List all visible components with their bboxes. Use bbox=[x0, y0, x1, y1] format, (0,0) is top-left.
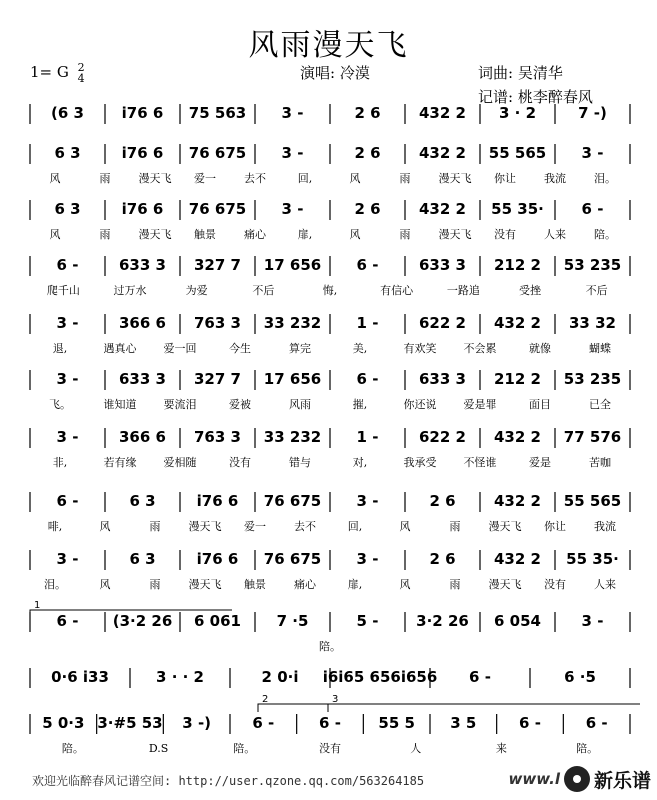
lyric-syllable: 陪。 bbox=[594, 228, 616, 241]
lyric-syllable: 漫天飞 bbox=[138, 228, 172, 241]
logo-brand-text: 新乐谱 bbox=[593, 769, 651, 792]
lyric-syllable: 过万水 bbox=[113, 284, 147, 297]
measure-notes: 6 - bbox=[56, 612, 79, 630]
measure-notes: 432 2 bbox=[419, 104, 466, 122]
measure-notes: 5 0·3 bbox=[42, 714, 85, 732]
measure-notes: 33 232 bbox=[263, 314, 322, 332]
measure-notes: 6 - bbox=[319, 714, 341, 732]
lyric-syllable: 遇真心 bbox=[103, 342, 137, 355]
measure-notes: 6 - bbox=[56, 492, 79, 510]
measure-notes: 6 - bbox=[469, 668, 491, 686]
lyric-syllable: 没有 bbox=[229, 456, 251, 469]
measure-notes: 6 3 bbox=[129, 492, 156, 510]
lyric-syllable: 漫天飞 bbox=[138, 172, 172, 185]
key-label: 1= G bbox=[30, 63, 69, 81]
measure-notes: 6 - bbox=[581, 200, 604, 218]
measure-notes: 6 - bbox=[356, 370, 379, 388]
measure-notes: 6 - bbox=[252, 714, 275, 732]
lyric-syllable: 去不 bbox=[244, 172, 266, 185]
measure-notes: 0·6 i33 bbox=[51, 668, 109, 686]
measure-notes: 3 - bbox=[281, 144, 304, 162]
lyric-syllable: 已全 bbox=[589, 398, 611, 411]
lyric-syllable: 爱一 bbox=[244, 520, 266, 533]
lyric-syllable: 有信心 bbox=[380, 284, 414, 297]
measure-notes: 763 3 bbox=[194, 428, 241, 446]
lyric-syllable: 痛心 bbox=[294, 578, 316, 591]
measure-notes: 633 3 bbox=[119, 370, 166, 388]
measure-notes: 212 2 bbox=[494, 370, 541, 388]
measure-notes: 2 0·i bbox=[261, 668, 299, 686]
lyric-syllable: 人 bbox=[410, 742, 422, 755]
lyric-syllable: 没有 bbox=[494, 228, 516, 241]
lyric-syllable: 你还说 bbox=[403, 398, 437, 411]
time-signature-numerator: 2 bbox=[77, 61, 85, 74]
lyric-syllable: 雨 bbox=[99, 172, 111, 185]
composer-credit: 词曲: 吴清华 bbox=[478, 64, 563, 82]
measure-notes: 3 - bbox=[281, 200, 304, 218]
measure-notes: 3 - bbox=[56, 550, 79, 568]
lyric-syllable: 美, bbox=[352, 342, 368, 355]
lyric-syllable: 错与 bbox=[289, 456, 311, 469]
lyric-syllable: 痛心 bbox=[244, 228, 266, 241]
lyric-syllable: 来 bbox=[495, 742, 507, 755]
lyric-syllable: 啡, bbox=[47, 520, 63, 533]
measure-notes: 6 - bbox=[519, 714, 541, 732]
lyric-syllable: 风 bbox=[99, 520, 111, 533]
lyric-syllable: 爱一 bbox=[194, 172, 216, 185]
measure-notes: 3 -) bbox=[182, 714, 212, 732]
measure-notes: 76 675 bbox=[188, 144, 247, 162]
measure-notes: 633 3 bbox=[419, 256, 466, 274]
measure-notes: 53 235 bbox=[563, 370, 622, 388]
lyric-syllable: 要流泪 bbox=[163, 398, 197, 411]
measure-notes: 76 675 bbox=[263, 550, 322, 568]
measure-notes: 77 576 bbox=[563, 428, 622, 446]
lyric-syllable: 风 bbox=[349, 228, 361, 241]
measure-notes: 53 235 bbox=[563, 256, 622, 274]
measure-notes: 366 6 bbox=[119, 314, 166, 332]
measure-notes: 633 3 bbox=[419, 370, 466, 388]
lyric-syllable: 你让 bbox=[544, 520, 566, 533]
measure-notes: 3 - bbox=[581, 612, 604, 630]
lyric-syllable: 回, bbox=[347, 520, 363, 533]
lyric-syllable: 爱一回 bbox=[163, 342, 197, 355]
lyric-syllable: 一路追 bbox=[446, 284, 480, 297]
measure-notes: 6 3 bbox=[54, 144, 81, 162]
measure-notes: i76 6 bbox=[196, 492, 239, 510]
measure-notes: (6 3 bbox=[51, 104, 84, 122]
lyric-syllable: 去不 bbox=[294, 520, 316, 533]
lyric-syllable: 摧, bbox=[352, 398, 368, 411]
measure-notes: 6 - bbox=[56, 256, 79, 274]
measure-notes: 55 35· bbox=[491, 200, 544, 218]
volta-label: 1 bbox=[34, 600, 41, 611]
measure-notes: 17 656 bbox=[263, 370, 322, 388]
measure-notes: 6 ·5 bbox=[564, 668, 596, 686]
measure-notes: 7 ·5 bbox=[276, 612, 309, 630]
volta-label: 3 bbox=[332, 694, 339, 705]
lyric-syllable: 陪。 bbox=[61, 742, 84, 755]
measure-notes: 55 565 bbox=[488, 144, 547, 162]
measure-notes: i6i65 656i656 bbox=[322, 668, 438, 686]
measure-notes: 2 6 bbox=[429, 492, 456, 510]
lyric-syllable: 触景 bbox=[194, 228, 216, 241]
transcriber-credit: 记谱: 桃李醉春风 bbox=[478, 88, 593, 106]
measure-notes: 75 563 bbox=[188, 104, 247, 122]
lyric-syllable: 风 bbox=[349, 172, 361, 185]
lyric-syllable: 我流 bbox=[594, 520, 616, 533]
measure-notes: 3 · · 2 bbox=[156, 668, 204, 686]
measure-notes: 6 061 bbox=[194, 612, 241, 630]
lyric-syllable: 爱是罪 bbox=[463, 398, 497, 411]
song-title: 风雨漫天飞 bbox=[248, 28, 409, 63]
measure-notes: 1 - bbox=[356, 314, 379, 332]
lyric-syllable: 风雨 bbox=[289, 398, 311, 411]
lyric-syllable: 雨 bbox=[399, 172, 411, 185]
measure-notes: 622 2 bbox=[419, 314, 466, 332]
lyric-syllable: 雨 bbox=[149, 520, 161, 533]
lyric-syllable: 回, bbox=[297, 172, 313, 185]
measure-notes: 366 6 bbox=[119, 428, 166, 446]
site-logo bbox=[509, 762, 651, 796]
lyric-syllable: 人来 bbox=[544, 228, 566, 241]
measure-notes: 55 565 bbox=[563, 492, 622, 510]
measure-notes: 3·#5 53 bbox=[97, 714, 163, 732]
lyric-syllable: 雨 bbox=[149, 578, 161, 591]
lyric-syllable: 面目 bbox=[529, 398, 551, 411]
measure-notes: 432 2 bbox=[494, 550, 541, 568]
lyric-syllable: 陪。 bbox=[576, 742, 599, 755]
measure-notes: 6 - bbox=[585, 714, 608, 732]
lyric-syllable: 有欢笑 bbox=[403, 342, 437, 355]
measure-notes: 6 054 bbox=[494, 612, 541, 630]
lyric-syllable: 触景 bbox=[244, 578, 266, 591]
lyric-syllable: 漫天飞 bbox=[438, 172, 472, 185]
lyric-syllable: 非, bbox=[52, 456, 68, 469]
lyric-syllable: 漫天飞 bbox=[438, 228, 472, 241]
lyric-syllable: 不后 bbox=[585, 284, 608, 297]
lyric-syllable: 风 bbox=[99, 578, 111, 591]
measure-notes: 432 2 bbox=[419, 144, 466, 162]
lyric-syllable: 爱是 bbox=[529, 456, 551, 469]
lyric-syllable: 风 bbox=[49, 172, 61, 185]
lyric-syllable: 漫天飞 bbox=[188, 520, 222, 533]
lyric-syllable: 爬千山 bbox=[46, 284, 80, 297]
measure-notes: 76 675 bbox=[263, 492, 322, 510]
lyric-syllable: 漫天飞 bbox=[488, 578, 522, 591]
logo-web-text: www.l bbox=[508, 770, 560, 788]
measure-notes: 33 32 bbox=[569, 314, 616, 332]
lyric-syllable: 就像 bbox=[529, 342, 551, 355]
measure-notes: 76 675 bbox=[188, 200, 247, 218]
lyric-syllable: 风 bbox=[49, 228, 61, 241]
lyric-syllable: 悔, bbox=[322, 284, 338, 297]
lyric-syllable: 飞。 bbox=[49, 398, 71, 411]
measure-notes: 432 2 bbox=[494, 314, 541, 332]
measure-notes: 55 35· bbox=[566, 550, 619, 568]
lyric-syllable: 雨 bbox=[449, 578, 461, 591]
measure-notes: 1 - bbox=[356, 428, 379, 446]
lyric-syllable: 算完 bbox=[289, 342, 311, 355]
lyric-syllable: 雨 bbox=[99, 228, 111, 241]
lyric-syllable: 爱被 bbox=[229, 398, 251, 411]
measure-notes: 3 - bbox=[581, 144, 604, 162]
measure-notes: 5 - bbox=[356, 612, 379, 630]
measure-notes: 212 2 bbox=[494, 256, 541, 274]
measure-notes: 432 2 bbox=[494, 492, 541, 510]
disc-icon bbox=[564, 766, 590, 792]
measure-notes: 3·2 26 bbox=[416, 612, 469, 630]
lyric-syllable: 陪。 bbox=[233, 742, 256, 755]
lyric-syllable: 雨 bbox=[399, 228, 411, 241]
measure-notes: i76 6 bbox=[121, 104, 164, 122]
measure-notes: 432 2 bbox=[494, 428, 541, 446]
lyric-syllable: 扉, bbox=[297, 228, 313, 241]
footer-text: 欢迎光临醉春风记谱空间: http://user.qzone.qq.com/563264185 bbox=[32, 774, 425, 788]
volta-bracket bbox=[258, 704, 332, 712]
measure-notes: 3 - bbox=[356, 550, 379, 568]
lyric-syllable: 不后 bbox=[252, 284, 275, 297]
lyric-syllable: 漫天飞 bbox=[488, 520, 522, 533]
lyric-syllable: 受挫 bbox=[519, 284, 541, 297]
lyric-syllable: 漫天飞 bbox=[188, 578, 222, 591]
lyric-syllable: 今生 bbox=[229, 342, 251, 355]
lyric-syllable: 苦咖 bbox=[589, 456, 611, 469]
lyric-syllable: 人来 bbox=[594, 578, 616, 591]
measure-notes: 6 - bbox=[356, 256, 379, 274]
measure-notes: 3 - bbox=[56, 314, 79, 332]
lyric-syllable: 陪。 bbox=[319, 640, 341, 653]
measure-notes: i76 6 bbox=[121, 144, 164, 162]
measure-notes: 622 2 bbox=[419, 428, 466, 446]
lyric-syllable: 退, bbox=[52, 342, 68, 355]
lyric-syllable: D.S bbox=[148, 742, 169, 755]
lyric-syllable: 泪。 bbox=[44, 578, 66, 591]
lyric-syllable: 风 bbox=[399, 520, 411, 533]
measure-notes: 327 7 bbox=[194, 256, 241, 274]
measure-notes: 3 - bbox=[56, 428, 79, 446]
measure-notes: 763 3 bbox=[194, 314, 241, 332]
lyric-syllable: 我流 bbox=[544, 172, 566, 185]
lyric-syllable: 不会累 bbox=[463, 342, 497, 355]
lyric-syllable: 若有缘 bbox=[103, 456, 137, 469]
measure-notes: 17 656 bbox=[263, 256, 322, 274]
lyric-syllable: 为爱 bbox=[185, 284, 208, 297]
measure-notes: (3·2 26 bbox=[112, 612, 173, 630]
measure-notes: 2 6 bbox=[354, 200, 381, 218]
lyric-syllable: 爱相随 bbox=[163, 456, 197, 469]
measure-notes: 432 2 bbox=[419, 200, 466, 218]
measure-notes: 2 6 bbox=[429, 550, 456, 568]
measure-notes: 633 3 bbox=[119, 256, 166, 274]
measure-notes: 6 3 bbox=[54, 200, 81, 218]
measure-notes: 2 6 bbox=[354, 104, 381, 122]
measure-notes: i76 6 bbox=[121, 200, 164, 218]
measure-notes: 55 5 bbox=[378, 714, 415, 732]
singer-credit: 演唱: 冷漠 bbox=[300, 64, 370, 82]
time-signature-denominator: 4 bbox=[77, 72, 85, 85]
measure-notes: 3 - bbox=[281, 104, 304, 122]
measure-notes: 327 7 bbox=[194, 370, 241, 388]
volta-label: 2 bbox=[262, 694, 269, 705]
lyric-syllable: 你让 bbox=[494, 172, 516, 185]
lyric-syllable: 蝴蝶 bbox=[589, 342, 611, 355]
measure-notes: 2 6 bbox=[354, 144, 381, 162]
lyric-syllable: 谁知道 bbox=[103, 398, 137, 411]
lyric-syllable: 风 bbox=[399, 578, 411, 591]
lyric-syllable: 不怪谁 bbox=[463, 456, 497, 469]
lyric-syllable: 雨 bbox=[449, 520, 461, 533]
lyric-syllable: 对, bbox=[352, 456, 368, 469]
lyric-syllable: 扉, bbox=[347, 578, 363, 591]
measure-notes: 3 - bbox=[56, 370, 79, 388]
measure-notes: 3 - bbox=[356, 492, 379, 510]
measure-notes: i76 6 bbox=[196, 550, 239, 568]
volta-bracket bbox=[328, 704, 640, 712]
lyric-syllable: 我承受 bbox=[403, 456, 437, 469]
measure-notes: 6 3 bbox=[129, 550, 156, 568]
lyric-syllable: 泪。 bbox=[594, 172, 616, 185]
measure-notes: 33 232 bbox=[263, 428, 322, 446]
measure-notes: 3 · 2 bbox=[498, 104, 537, 122]
lyric-syllable: 没有 bbox=[544, 578, 566, 591]
measure-notes: 7 -) bbox=[578, 104, 607, 122]
measure-notes: 3 5 bbox=[450, 714, 477, 732]
lyric-syllable: 没有 bbox=[319, 742, 341, 755]
